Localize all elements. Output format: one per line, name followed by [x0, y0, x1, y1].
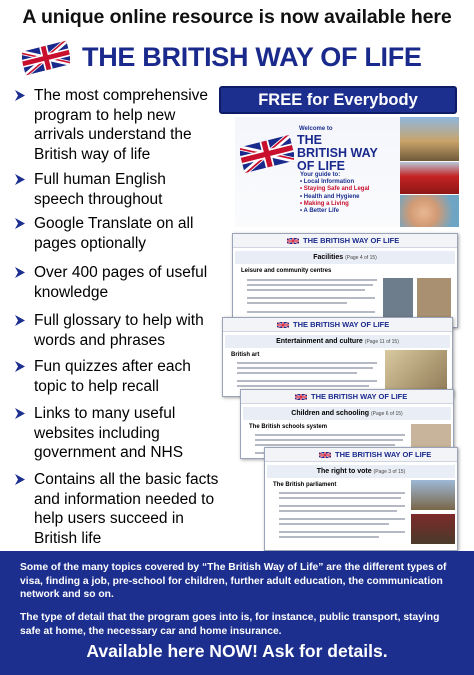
topics-paragraph: Some of the many topics covered by “The British Way of Life” are the different types of visa, finding a job, pre-school for children, further adult education, the communication network and so on.: [20, 562, 447, 600]
section-name: Facilities: [313, 254, 344, 261]
feature-item: [14, 470, 219, 548]
big-ben-photo: [400, 117, 459, 161]
headline: A unique online resource is now available here: [22, 6, 452, 28]
page-section-title: [235, 251, 455, 264]
feature-item: [14, 263, 219, 302]
cover-title: [297, 134, 407, 173]
call-to-action: Available here NOW! Ask for details.: [86, 641, 388, 661]
feature-text: Links to many useful websites including government and NHS: [34, 405, 184, 461]
feature-item: [14, 214, 219, 253]
feature-item: [14, 357, 219, 396]
page-photo: [383, 278, 413, 318]
feature-text: Over 400 pages of useful knowledge: [34, 264, 208, 301]
handshake-photo: [400, 195, 459, 227]
feature-text: Full glossary to help with words and phrases: [34, 312, 204, 349]
feature-text: Google Translate on all pages optionally: [34, 215, 194, 252]
page-section-title: [243, 407, 451, 420]
arrow-bullet-icon: [14, 407, 26, 420]
cover-welcome: Welcome to: [299, 126, 333, 132]
cover-topic: • Local Information: [300, 179, 355, 185]
sample-page: [264, 447, 458, 551]
page-ref: (Page 6 of 15): [371, 411, 403, 417]
arrow-bullet-icon: [14, 266, 26, 279]
cover-topic: • Health and Hygiene: [300, 193, 360, 200]
union-jack-icon: [319, 450, 331, 460]
arrow-bullet-icon: [14, 173, 26, 186]
page-photo: [411, 480, 455, 510]
feature-item: [14, 404, 219, 463]
section-name: The right to vote: [316, 468, 372, 475]
page-brand: THE BRITISH WAY OF LIFE: [311, 392, 408, 401]
page-section-title: [267, 465, 455, 478]
cover-guide: Your guide to:: [300, 172, 341, 178]
arrow-bullet-icon: [14, 314, 26, 327]
union-jack-icon: [295, 392, 307, 402]
page-ref: (Page 11 of 15): [364, 339, 399, 345]
feature-text: Full human English speech throughout: [34, 171, 166, 208]
page-brand: THE BRITISH WAY OF LIFE: [293, 320, 390, 329]
feature-item: [14, 170, 219, 209]
union-jack-icon: [287, 236, 299, 246]
cover-topic: • Making a Living: [300, 200, 349, 207]
feature-text: The most comprehensive program to help new arrivals understand the British way of life: [34, 87, 209, 163]
page-ref: (Page 3 of 15): [373, 469, 406, 475]
arrow-bullet-icon: [14, 360, 26, 373]
sample-page: [222, 317, 453, 397]
feature-item: [14, 311, 219, 350]
feature-text: Fun quizzes after each topic to help recall: [34, 358, 191, 395]
page-section-title: [225, 335, 450, 348]
arrow-bullet-icon: [14, 217, 26, 230]
page-photo: [411, 514, 455, 544]
section-name: Entertainment and culture: [276, 338, 363, 345]
page-subhead: Leisure and community centres: [241, 268, 332, 274]
cover-title-line: BRITISH WAY: [297, 146, 378, 160]
page-photo: [385, 350, 447, 394]
free-banner: FREE for Everybody: [219, 86, 457, 114]
cover-topic-list: [300, 179, 369, 215]
feature-item: [14, 86, 219, 164]
cover-topic: • A Better Life: [300, 208, 339, 215]
union-jack-icon: [22, 38, 70, 78]
section-name: Children and schooling: [291, 410, 370, 417]
brand-header: [22, 36, 462, 84]
red-bus-photo: [400, 162, 459, 194]
page-subhead: The British schools system: [249, 424, 328, 430]
info-panel: [0, 551, 474, 675]
page-ref: (Page 4 of 15): [345, 255, 377, 261]
union-jack-icon: [277, 320, 289, 330]
arrow-bullet-icon: [14, 89, 26, 102]
page-photo: [417, 278, 451, 318]
arrow-bullet-icon: [14, 473, 26, 486]
cover-topic: • Staying Safe and Legal: [300, 186, 370, 193]
page-subhead: British art: [231, 352, 260, 358]
cover-title-line: OF LIFE: [297, 159, 345, 173]
cover-title-line: THE: [297, 133, 322, 147]
page-subhead: The British parliament: [273, 482, 337, 488]
feature-text: Contains all the basic facts and information needed to help users succeed in British life: [34, 471, 219, 547]
sample-page: [232, 233, 458, 328]
page-brand: THE BRITISH WAY OF LIFE: [335, 450, 432, 459]
page-brand: THE BRITISH WAY OF LIFE: [303, 236, 400, 245]
brand-title: THE BRITISH WAY OF LIFE: [82, 42, 422, 72]
detail-paragraph: The type of detail that the program goes into is, for instance, public transport, staying safe at home, the necessary car and home insurance.: [20, 612, 440, 637]
union-jack-icon: [240, 132, 294, 176]
program-cover: [235, 117, 459, 227]
